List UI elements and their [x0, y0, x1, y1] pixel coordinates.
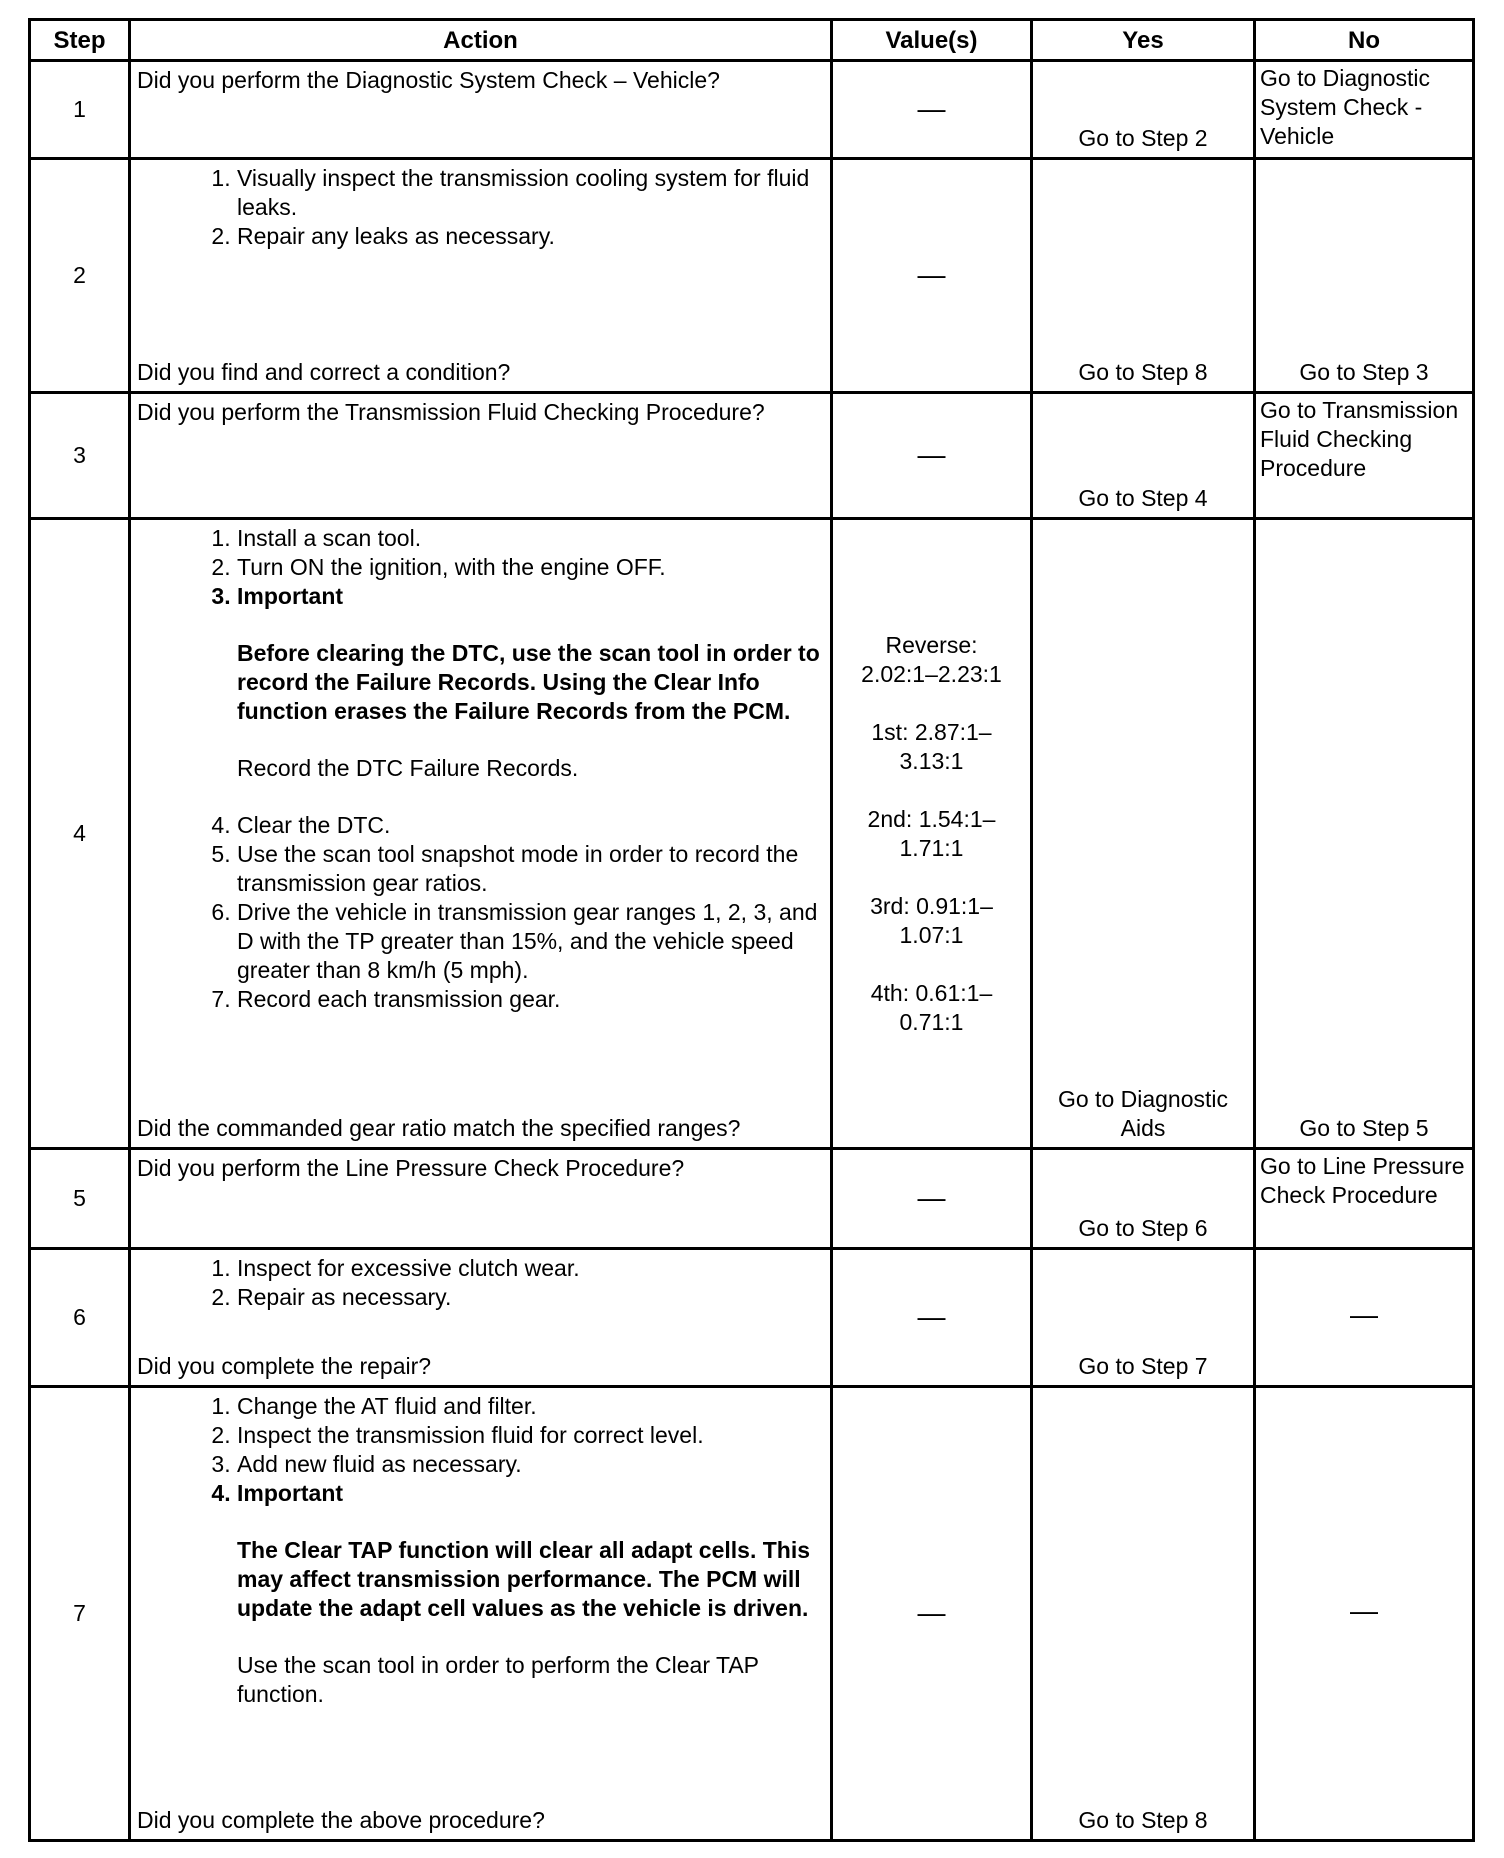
action-list-continued: [137, 811, 824, 1014]
list-item: 2. Inspect the transmission fluid for correct level.: [237, 1421, 824, 1450]
yes-cell: Go to Step 4: [1032, 393, 1255, 519]
dash: —: [917, 1182, 946, 1213]
dash: —: [917, 1301, 946, 1332]
dash: —: [917, 1597, 946, 1628]
table-row: [30, 1249, 1474, 1387]
dash: —: [917, 259, 946, 290]
value-reverse: Reverse: 2.02:1–2.23:1: [861, 631, 1002, 687]
action-cell: [130, 1387, 832, 1841]
step-number: 7: [30, 1387, 130, 1841]
step-number: 4: [30, 519, 130, 1149]
values-cell: [832, 1249, 1032, 1387]
table-row: [30, 393, 1474, 519]
values-cell: [832, 1387, 1032, 1841]
step-number: 2: [30, 159, 130, 393]
yes-cell: Go to Diagnostic Aids: [1032, 519, 1255, 1149]
table-row: [30, 1149, 1474, 1249]
plain-note: Use the scan tool in order to perform the Clear TAP function.: [237, 1652, 759, 1707]
header-action: Action: [130, 20, 832, 61]
values-cell: [832, 61, 1032, 159]
step-number: 1: [30, 61, 130, 159]
action-question: Did you perform the Transmission Fluid Checking Procedure?: [137, 399, 765, 425]
yes-cell: Go to Step 7: [1032, 1249, 1255, 1387]
action-question: Did you find and correct a condition?: [137, 359, 511, 385]
no-cell: Go to Step 5: [1255, 519, 1474, 1149]
list-item: 1. Install a scan tool.: [237, 524, 824, 553]
value-2nd: 2nd: 1.54:1–1.71:1: [867, 805, 996, 861]
dash: —: [917, 439, 946, 470]
no-cell: Go to Transmission Fluid Checking Procedure: [1255, 393, 1474, 519]
action-question: Did you complete the above procedure?: [137, 1807, 545, 1833]
list-item: 4. Clear the DTC.: [237, 811, 824, 840]
values-cell: [832, 1149, 1032, 1249]
plain-note: Record the DTC Failure Records.: [237, 755, 579, 781]
header-step: Step: [30, 20, 130, 61]
action-cell: [130, 1149, 832, 1249]
action-list: [137, 1392, 824, 1709]
header-yes: Yes: [1032, 20, 1255, 61]
action-list: [137, 164, 824, 251]
action-cell: [130, 1249, 832, 1387]
action-question: Did you complete the repair?: [137, 1353, 432, 1379]
list-item: 7. Record each transmission gear.: [237, 985, 824, 1014]
list-item: 2. Repair as necessary.: [237, 1283, 824, 1312]
list-item: 2. Turn ON the ignition, with the engine OFF.: [237, 553, 824, 582]
dash: —: [917, 93, 946, 124]
action-list: [137, 524, 824, 783]
header-values: Value(s): [832, 20, 1032, 61]
yes-cell: Go to Step 8: [1032, 1387, 1255, 1841]
action-list: [137, 1254, 824, 1312]
important-label: 4. Important: [237, 1480, 344, 1506]
no-cell: Go to Step 3: [1255, 159, 1474, 393]
header-no: No: [1255, 20, 1474, 61]
yes-cell: Go to Step 8: [1032, 159, 1255, 393]
list-item: 3. Add new fluid as necessary.: [237, 1450, 824, 1479]
important-note: Before clearing the DTC, use the scan tool in order to record the Failure Records. Using the Clear Info function erases the Failure Records from the PCM.: [237, 640, 820, 724]
list-item-important: [237, 582, 824, 783]
no-cell: Go to Line Pressure Check Procedure: [1255, 1149, 1474, 1249]
table-row: [30, 61, 1474, 159]
value-1st: 1st: 2.87:1–3.13:1: [871, 718, 992, 774]
step-number: 6: [30, 1249, 130, 1387]
diagnostic-table: [28, 18, 1475, 1842]
action-question: Did you perform the Line Pressure Check Procedure?: [137, 1155, 685, 1181]
list-item: 1. Inspect for excessive clutch wear.: [237, 1254, 824, 1283]
list-item: 6. Drive the vehicle in transmission gear ranges 1, 2, 3, and D with the TP greater than 15%, and the vehicle speed greater than 8 km/h (5 mph).: [237, 898, 824, 985]
dash: —: [1350, 1299, 1378, 1330]
values-cell: [832, 159, 1032, 393]
list-item: 1. Visually inspect the transmission cooling system for fluid leaks.: [237, 164, 824, 222]
list-item-important: [237, 1479, 824, 1709]
action-question: Did you perform the Diagnostic System Check – Vehicle?: [137, 67, 720, 93]
yes-cell: Go to Step 2: [1032, 61, 1255, 159]
table-row: [30, 519, 1474, 1149]
value-4th: 4th: 0.61:1–0.71:1: [870, 979, 993, 1035]
no-cell: [1255, 1387, 1474, 1841]
step-number: 3: [30, 393, 130, 519]
step-number: 5: [30, 1149, 130, 1249]
action-cell: [130, 159, 832, 393]
header-row: [30, 20, 1474, 61]
important-note: The Clear TAP function will clear all adapt cells. This may affect transmission performance. The PCM will update the adapt cell values as the vehicle is driven.: [237, 1537, 811, 1621]
yes-cell: Go to Step 6: [1032, 1149, 1255, 1249]
important-label: 3. Important: [237, 583, 344, 609]
action-question: Did the commanded gear ratio match the specified ranges?: [137, 1115, 741, 1141]
list-item: 2. Repair any leaks as necessary.: [237, 222, 824, 251]
action-cell: [130, 519, 832, 1149]
list-item: 1. Change the AT fluid and filter.: [237, 1392, 824, 1421]
dash: —: [1350, 1595, 1378, 1626]
values-cell: [832, 393, 1032, 519]
table-row: [30, 1387, 1474, 1841]
values-cell: [832, 519, 1032, 1149]
no-cell: Go to Diagnostic System Check - Vehicle: [1255, 61, 1474, 159]
action-cell: [130, 61, 832, 159]
diagnostic-table-sheet: [28, 18, 1472, 1842]
gear-ratio-values: [833, 631, 1030, 1037]
list-item: 5. Use the scan tool snapshot mode in order to record the transmission gear ratios.: [237, 840, 824, 898]
no-cell: [1255, 1249, 1474, 1387]
action-cell: [130, 393, 832, 519]
table-row: [30, 159, 1474, 393]
value-3rd: 3rd: 0.91:1–1.07:1: [870, 892, 993, 948]
